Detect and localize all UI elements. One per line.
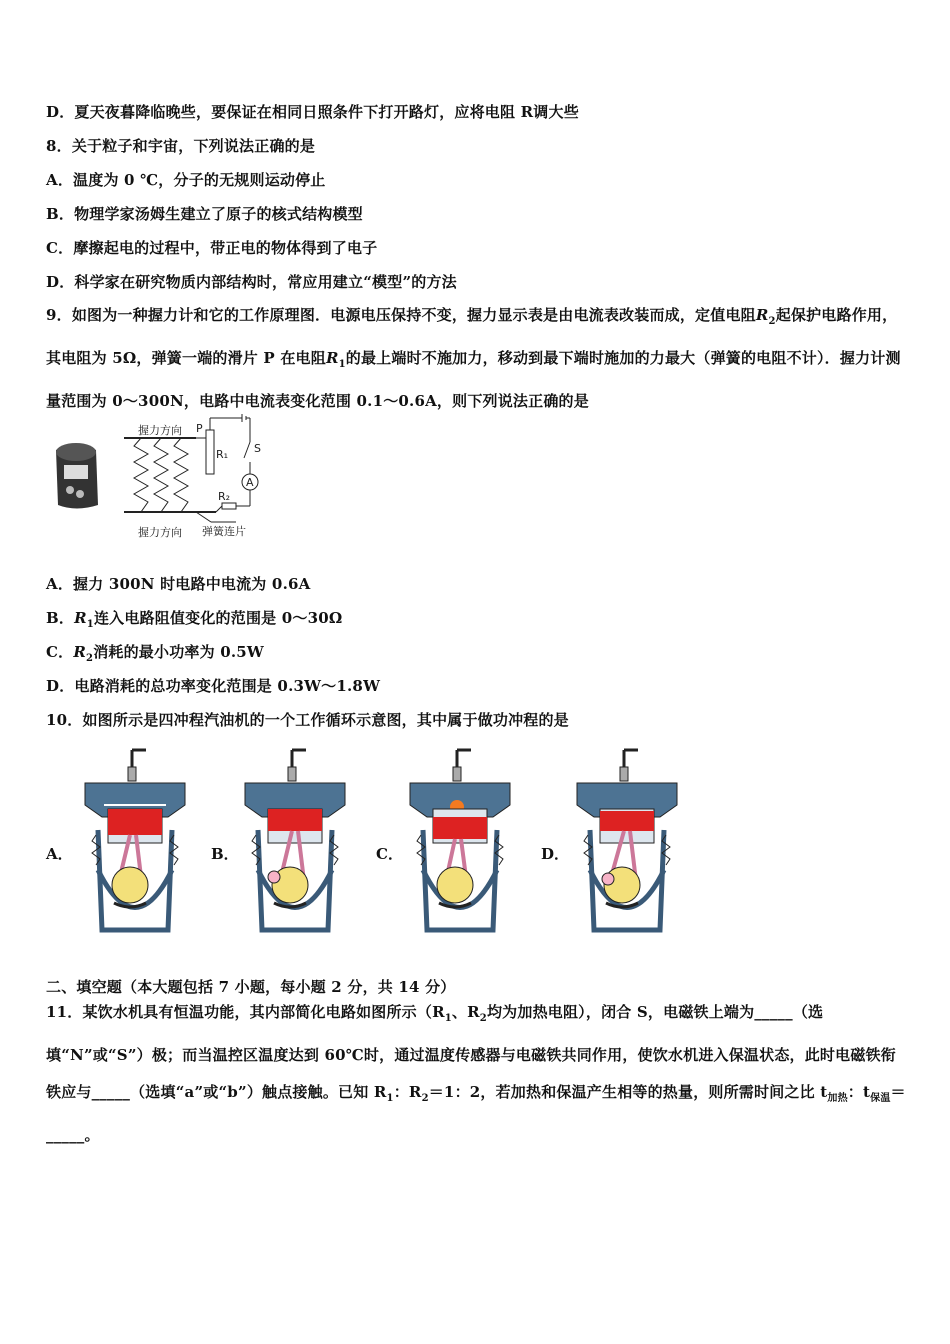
- q10-stem: 10．如图所示是四冲程汽油机的一个工作循环示意图，其中属于做功冲程的是: [46, 711, 569, 729]
- q9-p-label: P: [196, 422, 203, 435]
- q10-label-d: D．: [541, 845, 570, 863]
- q7-option-d: D．夏天夜暮降临晚些，要保证在相同日照条件下打开路灯，应将电阻 R调大些: [46, 103, 579, 121]
- q8-option-a: A．温度为 0 ℃，分子的无规则运动停止: [46, 171, 326, 189]
- q9-top-label: 握力方向: [138, 424, 182, 437]
- q10-label-b: B．: [211, 845, 239, 863]
- engine-stroke-a-figure: [80, 745, 190, 935]
- q9-ammeter-label: A: [246, 476, 254, 489]
- q9-spring-label: 弹簧连片: [202, 525, 246, 538]
- q8-stem: 8．关于粒子和宇宙，下列说法正确的是: [46, 137, 316, 155]
- engine-stroke-d-figure: [572, 745, 682, 935]
- q9-option-c: C．$R_2$消耗的最小功率为 0.5W: [46, 643, 264, 664]
- q8-option-b: B．物理学家汤姆生建立了原子的核式结构模型: [46, 205, 363, 223]
- q9-r1-label: R₁: [216, 448, 229, 461]
- q9-option-b: B．$R_1$连入电路阻值变化的范围是 0～30Ω: [46, 609, 343, 630]
- q9-r2-label: R₂: [218, 490, 231, 503]
- q10-label-c: C．: [376, 845, 403, 863]
- q8-option-c: C．摩擦起电的过程中，带正电的物体得到了电子: [46, 239, 378, 257]
- q9-option-d: D．电路消耗的总功率变化范围是 0.3W～1.8W: [46, 677, 381, 695]
- q9-grip-dynamometer-figure: [46, 410, 266, 546]
- grip-tester-photo-icon: [56, 443, 98, 509]
- q11-text: 11．某饮水机具有恒温功能，其内部简化电路如图所示（$R_1$、$R_2$均为加热电阻），闭合 S，电磁铁上端为_____（选填“N”或“S”）极；而当温控区温度达到 60℃时，通过温度传感器与电磁铁共同作用，使饮水机进入保温状态，此时电磁铁衔铁应与_____（选填“a”或“b”）触点接触。已知 $R_1$：$R_2=1$：2，若加热和保温产生相等的热量，则所需时间之比 $t_{加热}$：$t_{保温}=\_\_\_\_\_$。: [46, 1003, 906, 1144]
- q9-s-label: S: [254, 442, 261, 455]
- q8-option-d: D．科学家在研究物质内部结构时，常应用建立“模型”的方法: [46, 273, 457, 291]
- q9-option-a: A．握力 300N 时电路中电流为 0.6A: [46, 575, 311, 593]
- engine-stroke-b-figure: [240, 745, 350, 935]
- section2-title: 二、填空题（本大题包括 7 小题，每小题 2 分，共 14 分）: [46, 978, 456, 996]
- engine-stroke-c-figure: [405, 745, 515, 935]
- q9-bottom-label: 握力方向: [138, 526, 182, 539]
- q9-stem: 9．如图为一种握力计和它的工作原理图．电源电压保持不变，握力显示表是由电流表改装而成，定值电阻$R_2$起保护电路作用，其电阻为 5Ω，弹簧一端的滑片 P 在电阻$R_1$的最上端时不施加力，移动到最下端时施加的力最大（弹簧的电阻不计）．握力计测量范围为 0～300N，电路中电流表变化范围 0.1～0.6A，则下列说法正确的是: [46, 306, 901, 410]
- q10-label-a: A．: [46, 845, 73, 863]
